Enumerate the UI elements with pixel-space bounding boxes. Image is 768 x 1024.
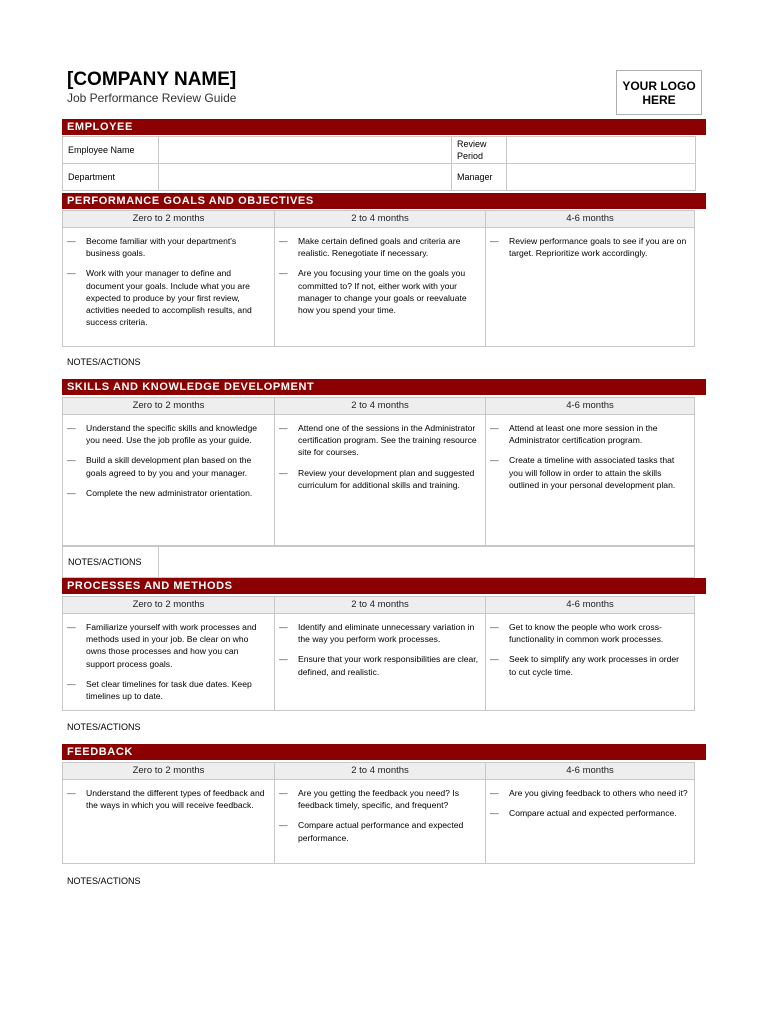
column-header-row	[62, 210, 695, 228]
column-header: Zero to 2 months	[132, 400, 205, 411]
column-header: 4-6 months	[485, 763, 694, 779]
column-header: Zero to 2 months	[132, 599, 205, 610]
grid-body	[62, 614, 695, 711]
column-header: Zero to 2 months	[132, 765, 205, 776]
grid-cell	[63, 614, 274, 710]
company-name: [COMPANY NAME]	[67, 69, 237, 90]
list-item: — Review your development plan and suggested curriculum for additional skills and training.	[279, 467, 479, 491]
logo-placeholder	[616, 70, 702, 115]
department-label: Department	[63, 164, 159, 191]
grid-cell	[274, 614, 485, 710]
grid-cell	[63, 228, 274, 346]
review-period-field[interactable]	[507, 137, 696, 164]
grid-body	[62, 228, 695, 347]
grid-cell	[274, 780, 485, 863]
grid-cell	[485, 228, 694, 346]
grid-cell	[63, 780, 274, 863]
manager-field[interactable]	[507, 164, 696, 191]
list-item: — Complete the new administrator orientation.	[67, 487, 268, 499]
list-item: — Understand the specific skills and knowledge you need. Use the job profile as your guide.	[67, 422, 268, 446]
logo-line-2: HERE	[642, 92, 676, 107]
performance-goals-section-title: PERFORMANCE GOALS AND OBJECTIVES	[62, 193, 706, 209]
grid-body	[62, 780, 695, 864]
column-header: 4-6 months	[485, 211, 694, 227]
list-item: — Attend one of the sessions in the Administrator certification program. See the training resource site for courses.	[279, 422, 479, 459]
grid-body	[62, 415, 695, 546]
processes-grid	[62, 596, 695, 711]
notes-actions-label: NOTES/ACTIONS	[63, 547, 159, 577]
list-item: — Compare actual and expected performance.	[490, 807, 688, 819]
column-header: 2 to 4 months	[274, 763, 485, 779]
logo-line-1: YOUR LOGO	[622, 78, 696, 93]
list-item: — Are you getting the feedback you need? Is feedback timely, specific, and frequent?	[279, 787, 479, 811]
column-header: 2 to 4 months	[274, 597, 485, 613]
list-item: — Are you giving feedback to others who need it?	[490, 787, 688, 799]
employee-info-table	[62, 136, 696, 191]
column-header: 4-6 months	[485, 398, 694, 414]
list-item: — Identify and eliminate unnecessary variation in the way you perform work processes.	[279, 621, 479, 645]
employee-name-field[interactable]	[159, 137, 452, 164]
grid-cell	[63, 415, 274, 545]
column-header: 4-6 months	[485, 597, 694, 613]
grid-cell	[485, 614, 694, 710]
list-item: — Get to know the people who work cross-functionality in common work processes.	[490, 621, 688, 645]
list-item: — Work with your manager to define and document your goals. Include what you are expected to produce by your first review, activities needed to accomplish results, and success criteria.	[67, 267, 268, 328]
column-header-row	[62, 762, 695, 780]
list-item: — Make certain defined goals and criteria are realistic. Renegotiate if necessary.	[279, 235, 479, 259]
review-period-label	[452, 137, 507, 164]
manager-label: Manager	[452, 164, 507, 191]
employee-name-label: Employee Name	[63, 137, 159, 164]
grid-cell	[274, 415, 485, 545]
list-item: — Are you focusing your time on the goals you committed to? If not, either work with your manager to change your goals or reevaluate how you spend your time.	[279, 267, 479, 316]
notes-actions-row	[62, 546, 695, 578]
list-item: — Set clear timelines for task due dates. Keep timelines up to date.	[67, 678, 268, 702]
list-item: — Ensure that your work responsibilities are clear, defined, and realistic.	[279, 653, 479, 677]
column-header-row	[62, 397, 695, 415]
list-item: — Attend at least one more session in the Administrator certification program.	[490, 422, 688, 446]
notes-actions-field[interactable]	[159, 547, 694, 577]
skills-grid	[62, 397, 695, 546]
grid-cell	[485, 415, 694, 545]
list-item: — Understand the different types of feedback and the ways in which you will receive feedback.	[67, 787, 268, 811]
department-field[interactable]	[159, 164, 452, 191]
employee-section-title: EMPLOYEE	[62, 119, 706, 135]
list-item: — Compare actual performance and expected performance.	[279, 819, 479, 843]
column-header: 2 to 4 months	[274, 398, 485, 414]
notes-actions-label: NOTES/ACTIONS	[67, 722, 141, 732]
list-item: — Seek to simplify any work processes in order to cut cycle time.	[490, 653, 688, 677]
list-item: — Review performance goals to see if you are on target. Reprioritize work accordingly.	[490, 235, 688, 259]
list-item: — Build a skill development plan based on the goals agreed to by you and your manager.	[67, 454, 268, 478]
feedback-grid	[62, 762, 695, 864]
review-period-label-line-2: Period	[457, 151, 484, 161]
notes-actions-label: NOTES/ACTIONS	[67, 357, 141, 367]
grid-cell	[485, 780, 694, 863]
column-header: 2 to 4 months	[274, 211, 485, 227]
document-subtitle: Job Performance Review Guide	[67, 91, 237, 105]
list-item: — Create a timeline with associated tasks that you will follow in order to attain the skills outlined in your personal development plan.	[490, 454, 688, 491]
skills-section-title: SKILLS AND KNOWLEDGE DEVELOPMENT	[62, 379, 706, 395]
feedback-section-title: FEEDBACK	[62, 744, 706, 760]
review-period-label-line-1: Review	[457, 139, 487, 149]
processes-section-title: PROCESSES AND METHODS	[62, 578, 706, 594]
notes-actions-label: NOTES/ACTIONS	[67, 876, 141, 886]
list-item: — Familiarize yourself with work processes and methods used in your job. Be clear on who owns those processes and how you can support process goals.	[67, 621, 268, 670]
grid-cell	[274, 228, 485, 346]
column-header: Zero to 2 months	[132, 213, 205, 224]
column-header-row	[62, 596, 695, 614]
performance-goals-grid	[62, 210, 695, 347]
list-item: — Become familiar with your department's business goals.	[67, 235, 268, 259]
